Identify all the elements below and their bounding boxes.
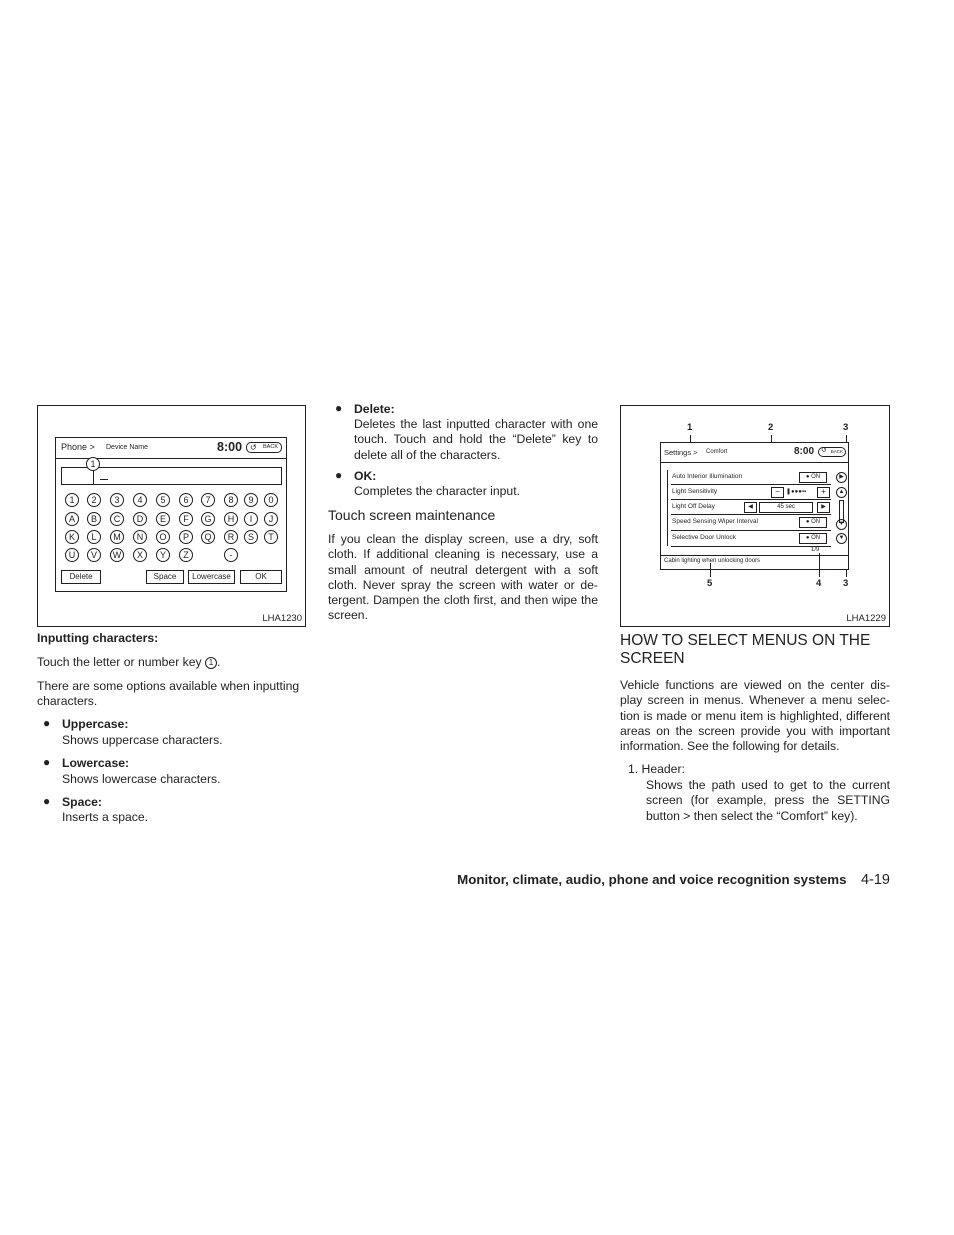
key-o[interactable]: O (156, 530, 170, 544)
page-indicator: 1/9 (811, 547, 820, 553)
intro-line: information. See the following for details. (620, 739, 840, 754)
maintenance-line: tergent. Dampen the cloth first, and then wipe the (328, 593, 598, 608)
toggle-dot-icon: ● (805, 519, 810, 525)
back-arrow-icon: ↺ (821, 447, 827, 454)
callout-1: 1 (86, 457, 100, 471)
options-intro-line: There are some options available when inputting (37, 679, 300, 693)
menu-row-auto-interior[interactable]: Auto Interior Illumination (672, 473, 743, 480)
key-hyphen[interactable]: - (224, 548, 238, 562)
lowercase-label: Lowercase: (62, 756, 130, 770)
inputting-heading: Inputting characters: (37, 631, 159, 645)
key-3[interactable]: 3 (110, 493, 124, 507)
bullet-icon: ● (43, 794, 51, 808)
row-divider (671, 514, 831, 515)
maintenance-line: If you clean the display screen, use a dry, soft (328, 532, 598, 546)
ok-button[interactable]: OK (240, 570, 282, 584)
key-r[interactable]: R (224, 530, 238, 544)
callout-leader (710, 563, 711, 577)
space-button[interactable]: Space (146, 570, 184, 584)
menu-row-door-unlock[interactable]: Selective Door Unlock (672, 534, 736, 541)
callout-3-bottom: 3 (843, 578, 849, 589)
bullet-icon: ● (43, 755, 51, 769)
header-divider (661, 462, 848, 463)
screen-header-sub: Comfort (706, 449, 728, 455)
maintenance-body (328, 532, 598, 624)
section-heading (620, 632, 870, 668)
key-1[interactable]: 1 (65, 493, 79, 507)
key-s[interactable]: S (244, 530, 258, 544)
item1-line: screen (for example, press the SETTING (646, 793, 890, 808)
scroll-top-icon[interactable]: ▶ (836, 472, 847, 483)
back-label: BACK (263, 444, 278, 450)
touch-instruction (37, 655, 220, 670)
key-l[interactable]: L (87, 530, 101, 544)
key-1-symbol: 1 (205, 657, 217, 669)
key-w[interactable]: W (110, 548, 124, 562)
key-x[interactable]: X (133, 548, 147, 562)
key-k[interactable]: K (65, 530, 79, 544)
toggle-value: ON (811, 519, 821, 525)
section-heading-line: HOW TO SELECT MENUS ON THE (620, 632, 871, 649)
page-number: 4-19 (860, 872, 890, 888)
intro-line: areas on the screen provide you with important (620, 723, 890, 738)
back-label: BACK (830, 449, 843, 454)
scroll-up-icon[interactable]: ▲ (836, 487, 847, 498)
toggle-dot-icon: ● (805, 535, 810, 541)
item1-label: 1. Header: (628, 762, 685, 776)
delete-desc-line: touch. Touch and hold the “Delete” key to (354, 432, 598, 447)
screen-header-sub: Device Name (106, 444, 149, 451)
ok-desc: Completes the character input. (354, 484, 520, 498)
menu-row-light-sensitivity[interactable]: Light Sensitivity (672, 488, 718, 495)
key-9[interactable]: 9 (244, 493, 258, 507)
toggle-dot-icon: ● (805, 474, 810, 480)
screen-clock: 8:00 (217, 440, 243, 454)
lowercase-button[interactable]: Lowercase (188, 570, 235, 584)
scroll-down-icon[interactable]: ▼ (836, 519, 847, 530)
space-label: Space: (62, 795, 102, 809)
key-v[interactable]: V (87, 548, 101, 562)
key-u[interactable]: U (65, 548, 79, 562)
callout-1: 1 (687, 422, 693, 433)
key-8[interactable]: 8 (224, 493, 238, 507)
touch-end: . (217, 655, 221, 669)
key-m[interactable]: M (110, 530, 124, 544)
bullet-icon: ● (335, 468, 343, 482)
key-b[interactable]: B (87, 512, 101, 526)
touch-text: Touch the letter or number key (37, 655, 202, 669)
text-cursor (100, 479, 108, 480)
toggle-on[interactable] (799, 533, 827, 544)
delete-desc (354, 417, 598, 463)
key-n[interactable]: N (133, 530, 147, 544)
key-e[interactable]: E (156, 512, 170, 526)
uppercase-desc: Shows uppercase characters. (62, 733, 223, 747)
screen-header-title: Settings > (664, 448, 698, 457)
screen-header-title: Phone > (61, 442, 95, 452)
space-desc: Inserts a space. (62, 810, 149, 824)
left-arrow-button[interactable]: ◀ (744, 502, 757, 513)
key-q[interactable]: Q (201, 530, 215, 544)
back-arrow-icon: ↺ (250, 443, 257, 452)
key-t[interactable]: T (264, 530, 278, 544)
key-a[interactable]: A (65, 512, 79, 526)
intro-line: Vehicle functions are viewed on the center dis- (620, 678, 890, 692)
item1-line: button > then select the “Comfort” key). (646, 808, 858, 823)
row-divider (671, 499, 831, 500)
callout-2: 2 (768, 422, 774, 433)
toggle-on[interactable] (799, 472, 827, 483)
maintenance-line: cloth. Never spray the screen with water or de- (328, 577, 598, 592)
bullet-icon: ● (335, 401, 343, 415)
key-f[interactable]: F (179, 512, 193, 526)
key-0[interactable]: 0 (264, 493, 278, 507)
sensitivity-level-icon: ❚●●●▪▪ (786, 489, 807, 495)
delay-value: 45 sec (759, 502, 813, 513)
key-p[interactable]: P (179, 530, 193, 544)
delete-label: Delete: (354, 402, 395, 416)
delete-desc-line: delete all of the characters. (354, 447, 501, 462)
callout-4: 4 (816, 578, 822, 589)
key-h[interactable]: H (224, 512, 238, 526)
lowercase-desc: Shows lowercase characters. (62, 772, 221, 786)
settings-figure (620, 405, 890, 627)
row-divider (671, 530, 831, 531)
key-d[interactable]: D (133, 512, 147, 526)
footer-section-title: Monitor, climate, audio, phone and voice recognition systems (457, 872, 847, 887)
bullet-icon: ● (43, 716, 51, 730)
key-y[interactable]: Y (156, 548, 170, 562)
right-arrow-button[interactable]: ▶ (817, 502, 830, 513)
keyboard-figure (37, 405, 306, 627)
screen-footer-text: Cabin lighting when unlocking doors (664, 558, 761, 564)
key-5[interactable]: 5 (156, 493, 170, 507)
intro-line: play screen in menus. Whenever a menu selec- (620, 693, 890, 708)
back-button[interactable] (246, 442, 282, 453)
maintenance-line: screen. (328, 608, 368, 623)
maintenance-line: cloth. If additional cleaning is necessary, use a (328, 547, 598, 562)
callout-5: 5 (707, 578, 713, 589)
keyboard-screen (55, 437, 287, 592)
back-button[interactable] (818, 447, 846, 457)
delete-desc-line: Deletes the last inputted character with one (354, 417, 598, 431)
key-c[interactable]: C (110, 512, 124, 526)
scroll-bottom-icon[interactable]: ▼ (836, 533, 847, 544)
plus-button[interactable]: + (817, 487, 830, 498)
intro-line: tion is made or menu item is highlighted, different (620, 708, 890, 723)
item1-desc (646, 778, 890, 824)
item1-line: Shows the path used to get to the current (646, 778, 890, 792)
minus-button[interactable]: − (771, 487, 784, 498)
key-z[interactable]: Z (179, 548, 193, 562)
key-g[interactable]: G (201, 512, 215, 526)
menu-row-wiper-interval[interactable]: Speed Sensing Wiper Interval (672, 518, 758, 525)
intro-paragraph (620, 678, 890, 754)
page-footer (457, 871, 890, 889)
toggle-value: ON (811, 474, 821, 480)
key-2[interactable]: 2 (87, 493, 101, 507)
row-divider (671, 484, 831, 485)
menu-row-light-off-delay[interactable]: Light Off Delay (672, 503, 715, 510)
key-j[interactable]: J (264, 512, 278, 526)
callout-3: 3 (843, 422, 849, 433)
section-heading-line: SCREEN (620, 650, 685, 667)
callout-leader (93, 471, 94, 485)
maintenance-line: small amount of neutral detergent with a soft (328, 562, 598, 577)
figure-code: LHA1229 (846, 613, 886, 624)
key-i[interactable]: I (244, 512, 258, 526)
maintenance-heading: Touch screen maintenance (328, 507, 496, 523)
delete-button[interactable]: Delete (61, 570, 101, 584)
ok-label: OK: (354, 469, 377, 483)
toggle-value: ON (811, 535, 821, 541)
key-7[interactable]: 7 (201, 493, 215, 507)
key-6[interactable]: 6 (179, 493, 193, 507)
screen-clock: 8:00 (794, 446, 815, 457)
options-intro (37, 679, 307, 710)
uppercase-label: Uppercase: (62, 717, 129, 731)
toggle-on[interactable] (799, 517, 827, 528)
key-4[interactable]: 4 (133, 493, 147, 507)
options-intro-line: characters. (37, 694, 98, 709)
list-bracket (667, 470, 668, 546)
row-divider (671, 546, 831, 547)
figure-code: LHA1230 (262, 613, 302, 624)
settings-screen (660, 442, 849, 570)
callout-leader (819, 553, 820, 577)
